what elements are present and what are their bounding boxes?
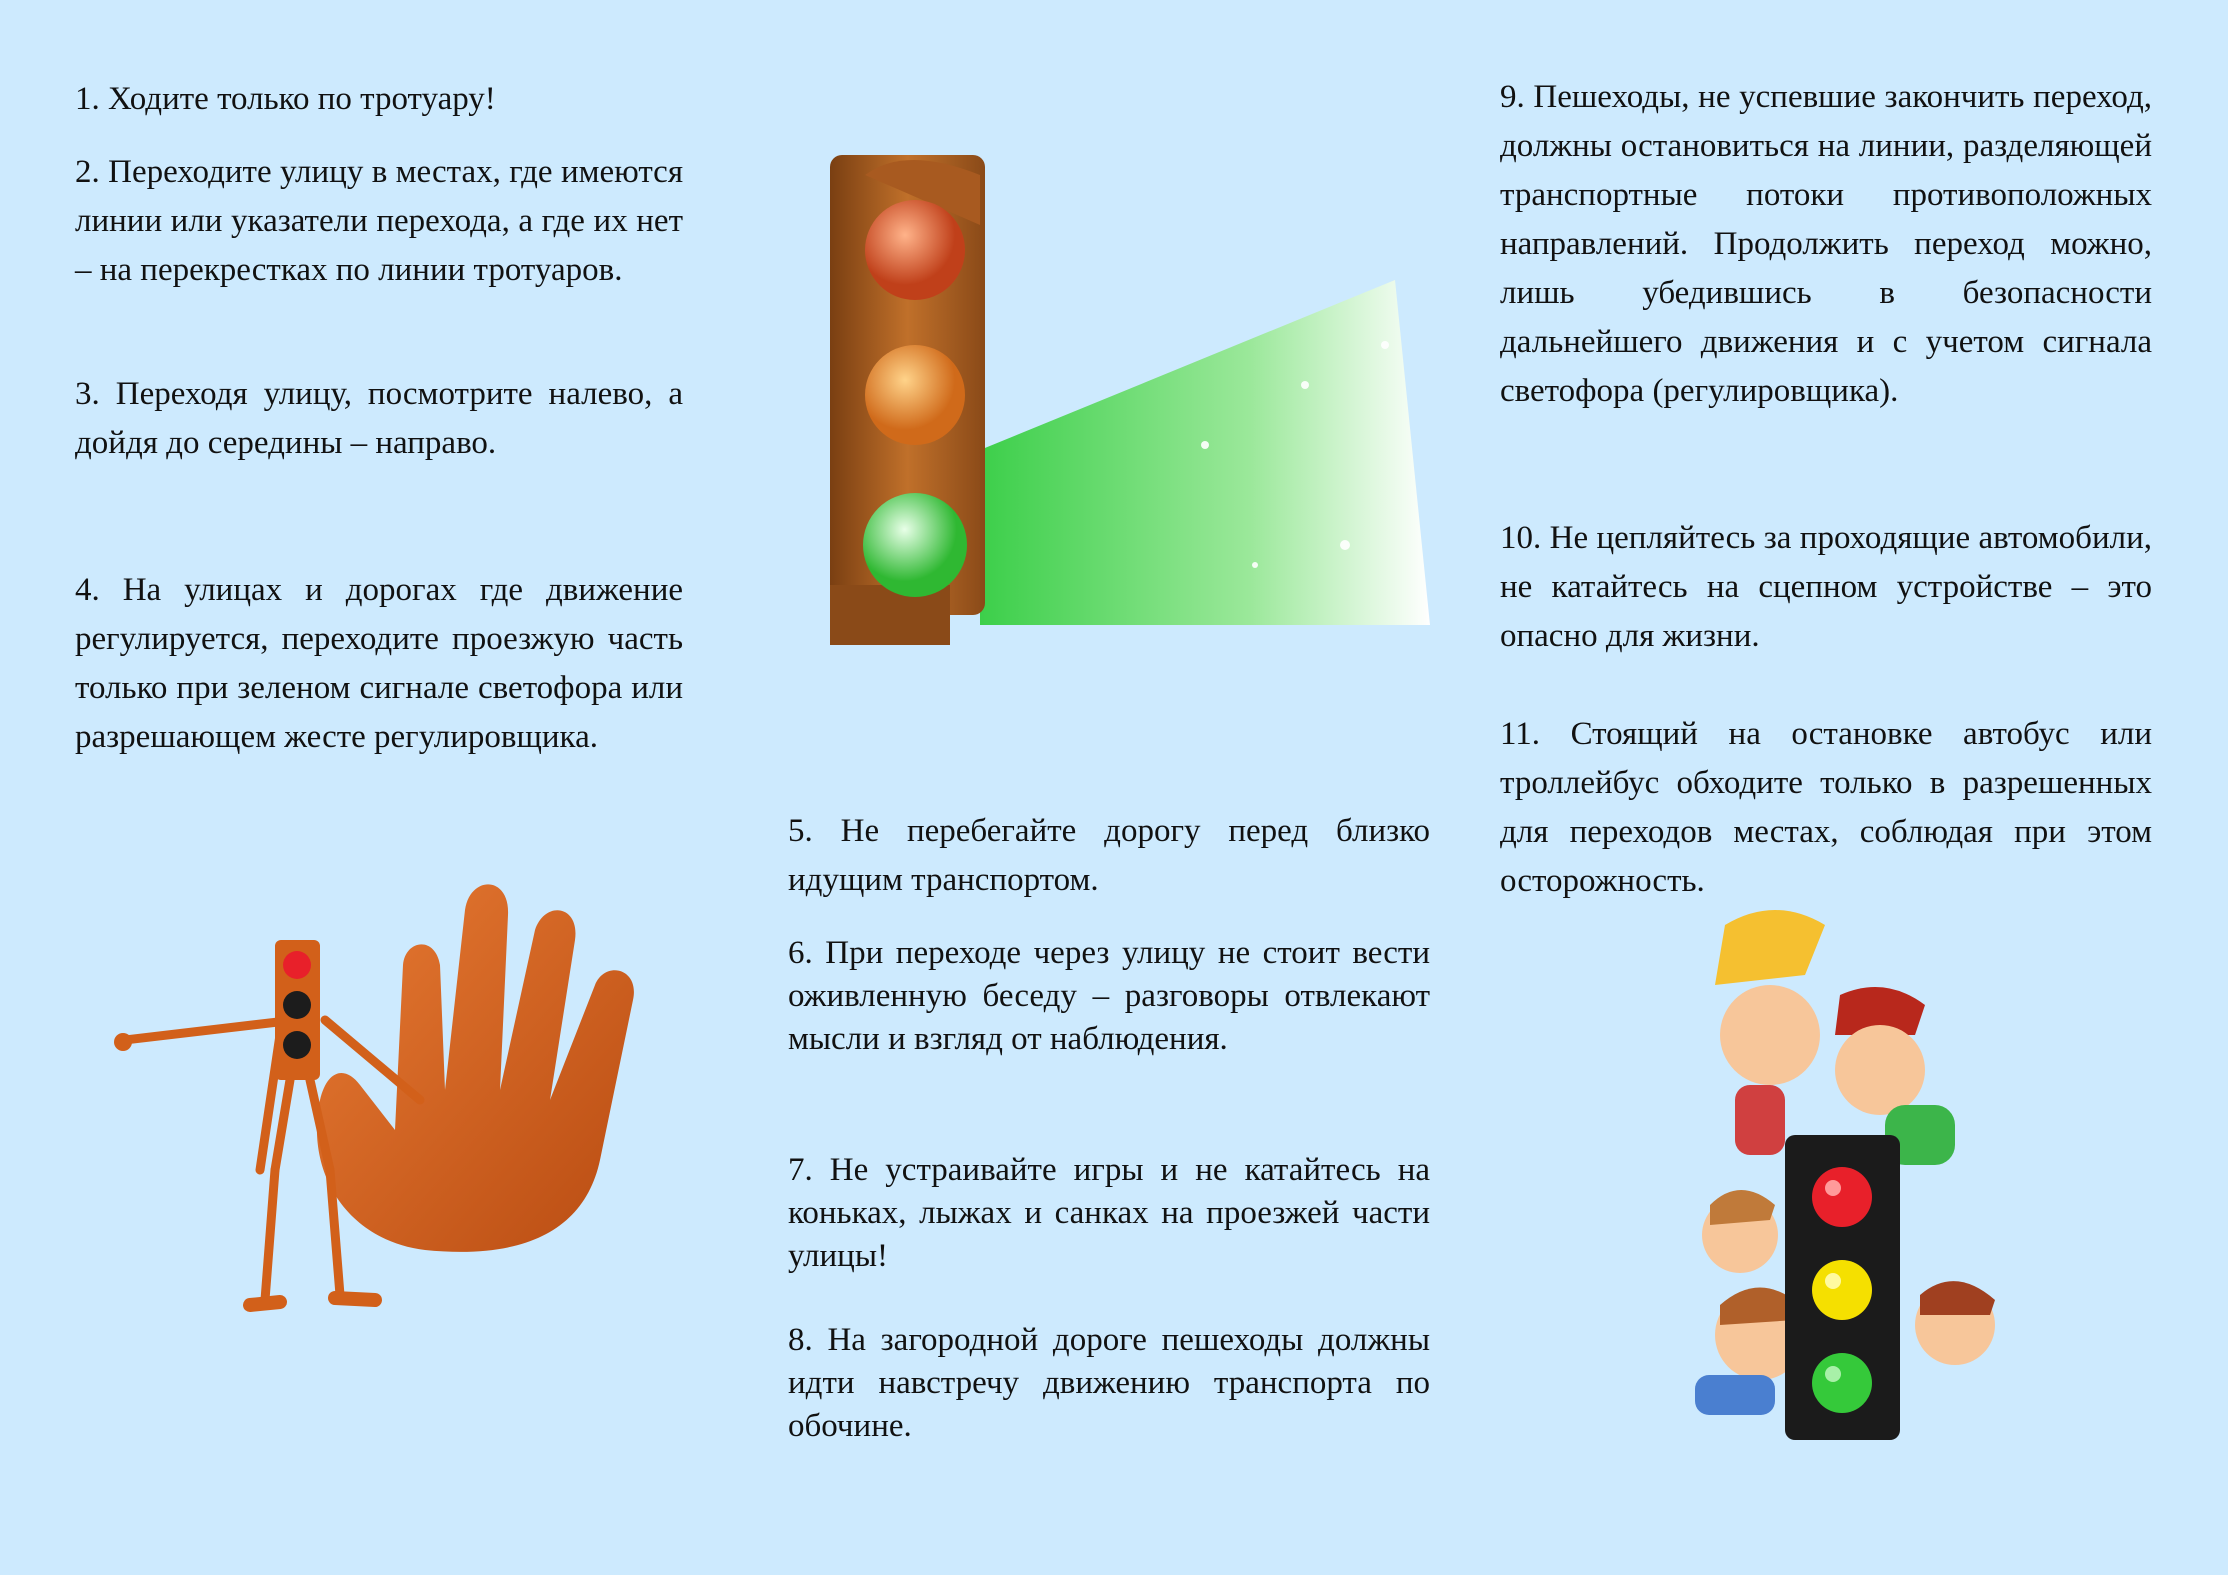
rule-10: 10. Не цепляйтесь за проходящие автомобили, не катайтесь на сцепном устройстве – это опасно для жизни. (1500, 520, 2152, 654)
rule-11: 11. Стоящий на остановке автобус или троллейбус обходите только в разрешенных для переходов местах, соблюдая при этом осторожность. (1500, 716, 2152, 899)
rule-5: 5. Не перебегайте дорогу перед близко идущим транспортом. (788, 813, 1430, 898)
kids-green-light-icon (1812, 1353, 1872, 1413)
traffic-light-illustration (785, 145, 1435, 705)
stop-figure-illustration (105, 870, 655, 1340)
figure-red-light-icon (283, 951, 311, 979)
rule-8: 8. На загородной дороге пешеходы должны идти навстречу движению транспорта по обочине. (788, 1322, 1430, 1444)
green-light-beam (980, 280, 1430, 625)
stop-hand-icon (317, 884, 634, 1252)
green-light-icon (863, 493, 967, 597)
rule-9: 9. Пешеходы, не успевшие закончить переход, должны остановиться на линии, разделяющей транспортные потоки противоположных направлений. Продолжить переход можно, лишь убедившись в безопасности дальнейшего движения и с учетом сигнала светофора (регулировщика). (1500, 79, 2152, 409)
rule-3: 3. Переходя улицу, посмотрите налево, а дойдя до середины – направо. (75, 376, 683, 461)
kids-red-light-icon (1812, 1167, 1872, 1227)
rule-6: 6. При переходе через улицу не стоит вести оживленную беседу – разговоры отвлекают мысли и взгляд от наблюдения. (788, 935, 1430, 1057)
rule-1: 1. Ходите только по тротуару! (75, 81, 496, 117)
yellow-light-icon (865, 345, 965, 445)
rule-4: 4. На улицах и дорогах где движение регулируется, переходите проезжую часть только при зеленом сигнале светофора или разрешающем жесте регулировщика. (75, 572, 683, 755)
red-light-icon (865, 200, 965, 300)
kids-yellow-light-icon (1812, 1260, 1872, 1320)
rule-7: 7. Не устраивайте игры и не катайтесь на коньках, лыжах и санках на проезжей части улицы! (788, 1152, 1430, 1274)
rule-2: 2. Переходите улицу в местах, где имеются линии или указатели перехода, а где их нет – на перекрестках по линии тротуаров. (75, 154, 683, 288)
kids-traffic-light-illustration (1655, 905, 2005, 1450)
